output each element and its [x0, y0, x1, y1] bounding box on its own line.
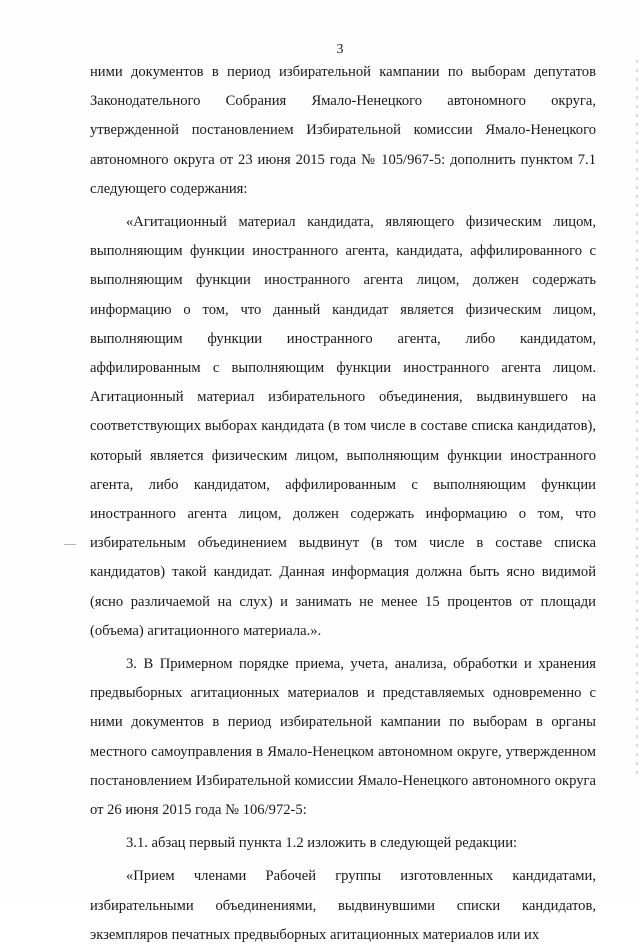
- paragraph-reception: «Прием членами Рабочей группы изготовленных кандидатами, избирательными объединениями, выдвинувшими списки кандидатов, экземпляров печатных предвыборных агитационных материалов или их: [90, 868, 596, 943]
- page-number: 3: [336, 42, 344, 57]
- scan-margin-mark: [64, 544, 76, 545]
- paragraph-item-3-1: 3.1. абзац первый пункта 1.2 изложить в следующей редакции:: [126, 835, 518, 852]
- document-body: [90, 58, 596, 950]
- paragraph-continuation: ними документов в период избирательной кампании по выборам депутатов Законодательного Собрания Ямало-Ненецкого автономного округа, утвержденной постановлением Избирательной комиссии Ямало-Ненецкого автономного округа от 23 июня 2015 года № 105/967-5: дополнить пунктом 7.1 следующего содержания:: [90, 64, 596, 197]
- paragraph-agitation-material: «Агитационный материал кандидата, являющего физическим лицом, выполняющим функции иностранного агента, кандидата, аффилированного с выполняющим функции иностранного агента лицом, должен содержать информацию о том, что данный кандидат является физическим лицом, выполняющим функции иностранного агента, либо кандидатом, аффилированным с выполняющим функции иностранного агента лицом. Агитационный материал избирательного объединения, выдвинувшего на соответствующих выборах кандидата (в том числе в составе списка кандидатов), который является физическим лицом, выполняющим функции иностранного агента, либо кандидатом, аффилированным с выполняющим функции иностранного агента лицом, должен содержать информацию о том, что избирательным объединением выдвинут (в том числе в составе списка кандидатов) такой кандидат. Данная информация должна быть ясно видимой (ясно различаемой на слух) и занимать не менее 15 процентов от площади (объема) агитационного материала.».: [90, 214, 596, 639]
- scan-edge-artifact: [636, 60, 638, 780]
- paragraph-item-3: 3. В Примерном порядке приема, учета, анализа, обработки и хранения предвыборных агитационных материалов и представляемых одновременно с ними документов в период избирательной кампании по выборам в органы местного самоуправления в Ямало-Ненецком автономном округе, утвержденном постановлением Избирательной комиссии Ямало-Ненецкого автономного округа от 26 июня 2015 года № 106/972-5:: [90, 656, 596, 819]
